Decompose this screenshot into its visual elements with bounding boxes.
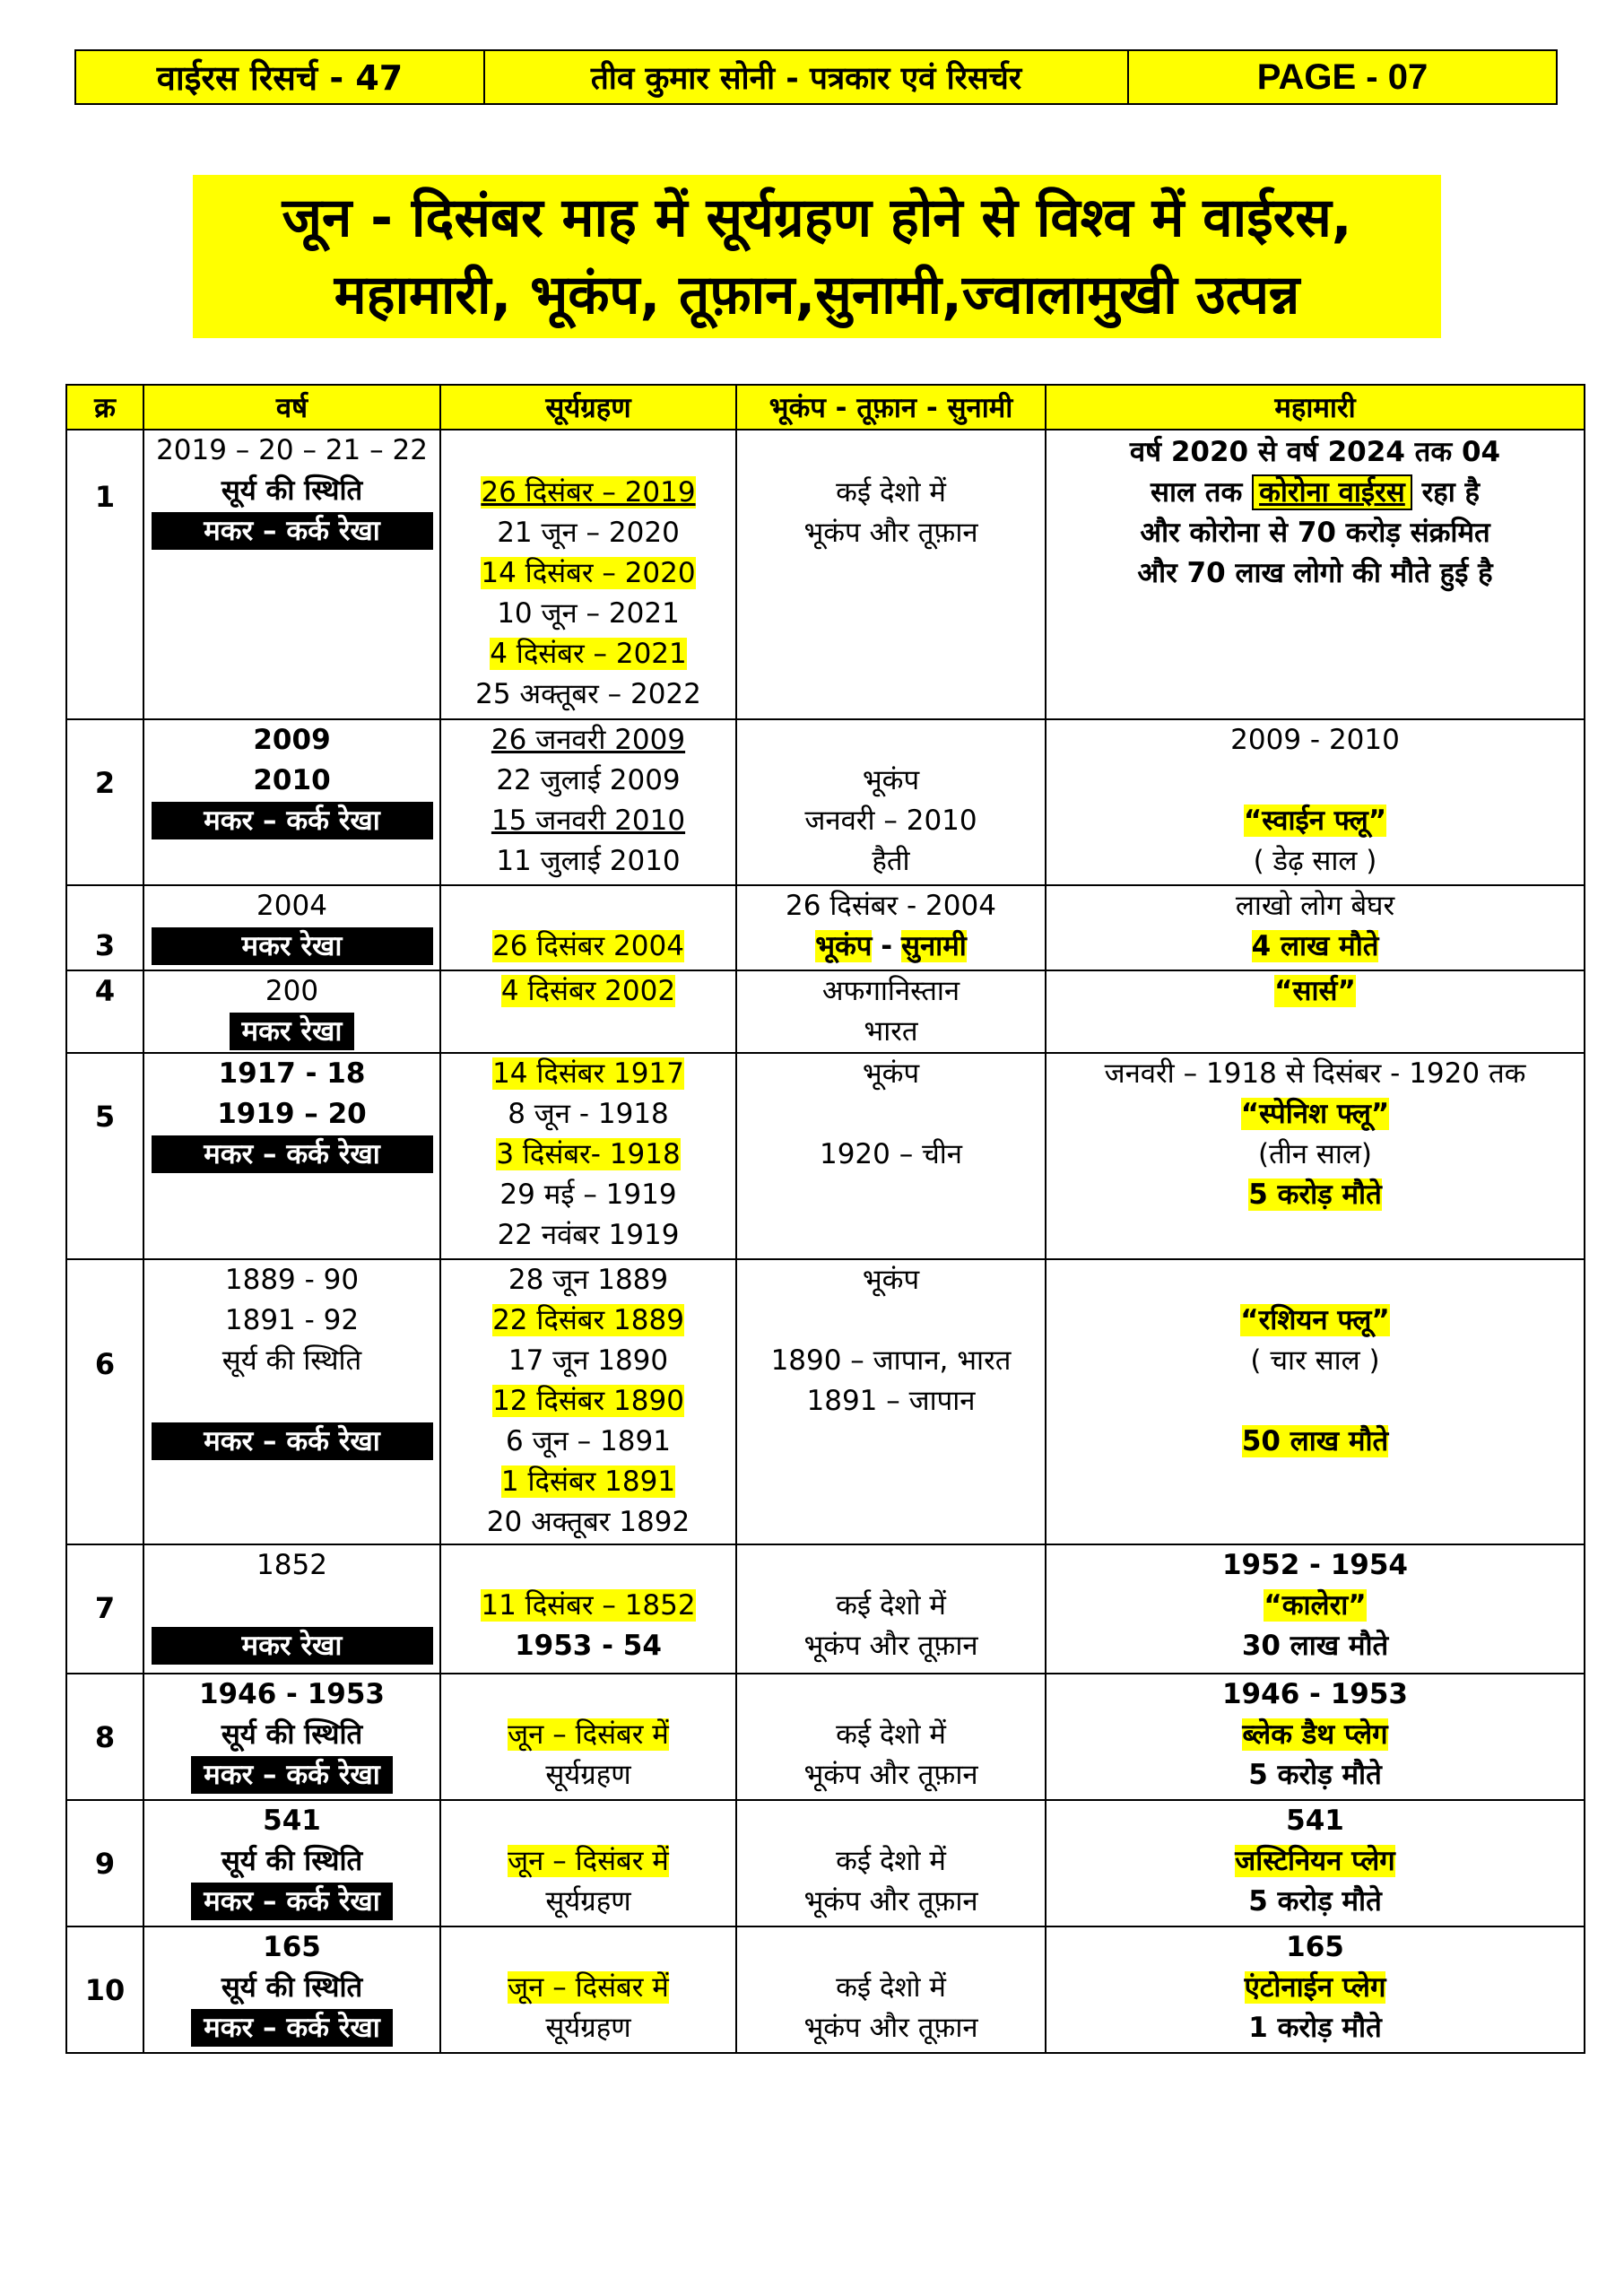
tropic-label: मकर रेखा — [230, 1013, 355, 1050]
row-number: 3 — [66, 885, 143, 970]
col-header-year: वर्ष — [143, 385, 440, 430]
epidemic-text: रहा है — [1421, 476, 1480, 509]
year-cell — [143, 1053, 440, 1259]
eclipse-date: 25 अक्तूबर – 2022 — [475, 678, 701, 710]
eclipse-date: 6 जून – 1891 — [506, 1425, 671, 1457]
epidemic-name: “स्वाईन फ्लू” — [1243, 804, 1387, 837]
epidemic-text: और 70 लाख लोगो की मौते हुई है — [1137, 557, 1493, 589]
death-toll: 5 करोड़ मौते — [1248, 1885, 1382, 1918]
page-title — [193, 175, 1441, 338]
header-bar — [74, 49, 1558, 105]
eclipse-date: 20 अक्तूबर 1892 — [486, 1506, 690, 1538]
table-header-row — [66, 385, 1585, 430]
epidemic-text: 165 — [1286, 1931, 1344, 1963]
eclipse-date: 12 दिसंबर 1890 — [492, 1385, 684, 1417]
death-toll: 4 लाख मौते — [1251, 930, 1379, 962]
eclipse-date: 26 दिसंबर 2004 — [492, 930, 684, 962]
quake-cell — [736, 885, 1046, 970]
tropic-label: मकर – कर्क रेखा — [191, 1756, 393, 1794]
title-line-1: जून - दिसंबर माह में सूर्यग्रहण होने से विश्व में वाईरस, — [282, 187, 1352, 249]
table-row — [66, 430, 1585, 719]
table-row — [66, 1544, 1585, 1674]
eclipse-date: 28 जून 1889 — [508, 1264, 669, 1296]
quake-cell — [736, 970, 1046, 1053]
eclipse-date: 4 दिसंबर – 2021 — [490, 638, 687, 670]
table-row — [66, 1800, 1585, 1926]
epidemic-name: जस्टिनियन प्लेग — [1235, 1845, 1395, 1877]
quake-text: जनवरी – 2010 — [804, 804, 977, 837]
year-cell — [143, 1544, 440, 1674]
eclipse-date: 21 जून – 2020 — [497, 517, 680, 549]
epidemic-text: ( चार साल ) — [1250, 1344, 1380, 1377]
table-row — [66, 1926, 1585, 2053]
table-row — [66, 885, 1585, 970]
epidemic-name: “रशियन फ्लू” — [1240, 1304, 1390, 1336]
eclipse-date: 15 जनवरी 2010 — [491, 804, 686, 837]
row-number: 4 — [66, 970, 143, 1053]
year-text: सूर्य की स्थिति — [221, 474, 363, 507]
year-cell — [143, 1674, 440, 1800]
eclipse-date: 10 जून – 2021 — [497, 597, 680, 630]
epidemic-name: एंटोनाईन प्लेग — [1244, 1971, 1386, 2004]
author-label: तीव कुमार सोनी - पत्रकार एवं रिसर्चर — [485, 51, 1129, 103]
epidemic-text: वर्ष 2020 से वर्ष 2024 तक 04 — [1129, 436, 1501, 468]
eclipse-text: जून – दिसंबर में — [508, 1718, 669, 1751]
epidemic-text: (तीन साल) — [1258, 1138, 1372, 1170]
eclipse-text: जून – दिसंबर में — [508, 1845, 669, 1877]
year-text: 2004 — [256, 890, 327, 922]
eclipse-text: जून – दिसंबर में — [508, 1971, 669, 2004]
eclipse-date: 22 जुलाई 2009 — [496, 764, 681, 796]
epidemic-name: ब्लेक डैथ प्लेग — [1242, 1718, 1388, 1751]
eclipse-text: सूर्यग्रहण — [545, 1885, 631, 1918]
quake-text: 26 दिसंबर - 2004 — [786, 890, 996, 922]
epidemic-text: जनवरी – 1918 से दिसंबर - 1920 तक — [1104, 1057, 1526, 1090]
table-row — [66, 970, 1585, 1053]
epidemic-name: “कालेरा” — [1264, 1589, 1367, 1622]
year-text: 541 — [263, 1805, 321, 1837]
epidemic-cell — [1046, 885, 1585, 970]
eclipse-date: 26 दिसंबर – 2019 — [481, 476, 696, 509]
epidemic-text: और कोरोना से 70 करोड़ संक्रमित — [1140, 517, 1490, 549]
year-text: 2010 — [253, 764, 331, 796]
year-text: 1852 — [256, 1549, 327, 1581]
table-row — [66, 1674, 1585, 1800]
eclipse-cell — [440, 1544, 736, 1674]
epidemic-cell — [1046, 1674, 1585, 1800]
eclipse-date: 11 दिसंबर – 1852 — [481, 1589, 696, 1622]
quake-text: अफगानिस्तान — [821, 975, 960, 1007]
epidemic-text: साल तक — [1150, 476, 1243, 509]
epidemic-cell — [1046, 1053, 1585, 1259]
tropic-label: मकर – कर्क रेखा — [152, 1135, 433, 1173]
quake-cell — [736, 1926, 1046, 2053]
year-text: 1889 - 90 — [224, 1264, 360, 1296]
quake-cell — [736, 1544, 1046, 1674]
year-cell — [143, 430, 440, 719]
quake-text: 1891 – जापान — [806, 1385, 976, 1417]
quake-text: भूकंप और तूफ़ान — [803, 1759, 978, 1791]
epidemic-cell — [1046, 1544, 1585, 1674]
tropic-label: मकर – कर्क रेखा — [152, 512, 433, 550]
quake-cell — [736, 1259, 1046, 1544]
row-number: 5 — [66, 1053, 143, 1259]
death-toll: 1 करोड़ मौते — [1248, 2012, 1382, 2044]
quake-text: भूकंप और तूफ़ान — [803, 1885, 978, 1918]
epidemic-cell — [1046, 1800, 1585, 1926]
table-row — [66, 719, 1585, 885]
eclipse-text: सूर्यग्रहण — [545, 2012, 631, 2044]
eclipse-date: 29 मई – 1919 — [499, 1178, 677, 1211]
eclipse-date: 8 जून - 1918 — [508, 1098, 669, 1130]
corona-highlight: कोरोना वाईरस — [1252, 474, 1412, 510]
quake-cell — [736, 719, 1046, 885]
eclipse-date: 4 दिसंबर 2002 — [500, 975, 676, 1007]
epidemic-text: ( डेढ़ साल ) — [1253, 845, 1377, 877]
row-number: 8 — [66, 1674, 143, 1800]
quake-text: कई देशो में — [836, 1589, 946, 1622]
quake-text: 1920 – चीन — [819, 1138, 963, 1170]
quake-cell — [736, 430, 1046, 719]
death-toll: 5 करोड़ मौते — [1248, 1759, 1382, 1791]
eclipse-date: 17 जून 1890 — [508, 1344, 669, 1377]
eclipse-cell — [440, 1674, 736, 1800]
eclipse-cell — [440, 719, 736, 885]
death-toll: 50 लाख मौते — [1241, 1425, 1389, 1457]
year-text: 1919 – 20 — [217, 1098, 367, 1130]
quake-text: भूकंप — [862, 1264, 920, 1296]
year-cell — [143, 1800, 440, 1926]
quake-cell — [736, 1800, 1046, 1926]
tropic-label: मकर – कर्क रेखा — [191, 2009, 393, 2047]
quake-text: कई देशो में — [836, 476, 946, 509]
quake-text: कई देशो में — [836, 1971, 946, 2004]
year-cell — [143, 719, 440, 885]
tropic-label: मकर रेखा — [152, 1627, 433, 1665]
eclipse-cell — [440, 970, 736, 1053]
quake-text: भूकंप और तूफ़ान — [803, 517, 978, 549]
year-cell — [143, 885, 440, 970]
row-number: 1 — [66, 430, 143, 719]
eclipse-date: 22 नवंबर 1919 — [497, 1219, 680, 1251]
year-text: 1891 - 92 — [224, 1304, 360, 1336]
quake-separator: - — [881, 930, 893, 962]
eclipse-table — [65, 384, 1585, 2054]
epidemic-cell — [1046, 430, 1585, 719]
quake-text: भूकंप — [862, 764, 920, 796]
quake-text: सुनामी — [901, 930, 967, 962]
quake-cell — [736, 1674, 1046, 1800]
eclipse-date: 14 दिसंबर 1917 — [492, 1057, 684, 1090]
row-number: 10 — [66, 1926, 143, 2053]
year-text: सूर्य की स्थिति — [221, 1971, 363, 2004]
quake-text: कई देशो में — [836, 1845, 946, 1877]
year-text: सूर्य की स्थिति — [221, 1845, 363, 1877]
quake-text: 1890 – जापान, भारत — [770, 1344, 1012, 1377]
year-text: सूर्य की स्थिति — [221, 1344, 362, 1377]
tropic-label: मकर रेखा — [152, 927, 433, 965]
quake-text: कई देशो में — [836, 1718, 946, 1751]
epidemic-cell — [1046, 970, 1585, 1053]
year-cell — [143, 970, 440, 1053]
year-cell — [143, 1926, 440, 2053]
tropic-label: मकर – कर्क रेखा — [152, 1422, 433, 1460]
quake-text: भूकंप और तूफ़ान — [803, 2012, 978, 2044]
quake-text: हैती — [872, 845, 910, 877]
tropic-label: मकर – कर्क रेखा — [191, 1883, 393, 1920]
quake-text: भूकंप और तूफ़ान — [803, 1630, 978, 1662]
eclipse-date: 14 दिसंबर – 2020 — [481, 557, 696, 589]
eclipse-date: 22 दिसंबर 1889 — [492, 1304, 684, 1336]
row-number: 6 — [66, 1259, 143, 1544]
row-number: 9 — [66, 1800, 143, 1926]
eclipse-cell — [440, 430, 736, 719]
table-row — [66, 1053, 1585, 1259]
death-toll: 5 करोड़ मौते — [1248, 1178, 1382, 1211]
epidemic-cell — [1046, 1926, 1585, 2053]
tropic-label: मकर – कर्क रेखा — [152, 802, 433, 839]
epidemic-text: 1952 - 1954 — [1221, 1549, 1408, 1581]
year-text: 2009 — [253, 724, 331, 756]
quake-text: भारत — [864, 1015, 918, 1048]
row-number: 7 — [66, 1544, 143, 1674]
eclipse-cell — [440, 1800, 736, 1926]
epidemic-text: 1946 - 1953 — [1221, 1678, 1408, 1710]
year-text: 2019 – 20 – 21 – 22 — [156, 434, 428, 466]
epidemic-text: 2009 - 2010 — [1230, 724, 1400, 756]
eclipse-cell — [440, 1926, 736, 2053]
eclipse-cell — [440, 1259, 736, 1544]
quake-cell — [736, 1053, 1046, 1259]
eclipse-text: सूर्यग्रहण — [545, 1759, 631, 1791]
death-toll: 30 लाख मौते — [1241, 1630, 1389, 1662]
eclipse-date: 1953 - 54 — [515, 1630, 662, 1662]
epidemic-cell — [1046, 719, 1585, 885]
eclipse-cell — [440, 885, 736, 970]
epidemic-name: “सार्स” — [1274, 975, 1356, 1007]
col-header-num: क्र — [66, 385, 143, 430]
epidemic-cell — [1046, 1259, 1585, 1544]
col-header-quake: भूकंप - तूफ़ान - सुनामी — [736, 385, 1046, 430]
eclipse-date: 1 दिसंबर 1891 — [500, 1465, 676, 1498]
epidemic-text: 541 — [1286, 1805, 1344, 1837]
year-cell — [143, 1259, 440, 1544]
year-text: 1917 - 18 — [218, 1057, 366, 1090]
eclipse-date: 26 जनवरी 2009 — [491, 724, 686, 756]
year-text: सूर्य की स्थिति — [221, 1718, 363, 1751]
title-line-2: महामारी, भूकंप, तूफ़ान,सुनामी,ज्वालामुखी उत्पन्न — [334, 264, 1300, 326]
quake-text: भूकंप — [815, 930, 873, 962]
eclipse-date: 11 जुलाई 2010 — [496, 845, 681, 877]
year-text: 1946 - 1953 — [198, 1678, 385, 1710]
year-text: 200 — [265, 975, 319, 1007]
row-number: 2 — [66, 719, 143, 885]
eclipse-cell — [440, 1053, 736, 1259]
series-label: वाईरस रिसर्च - 47 — [76, 51, 485, 103]
eclipse-date: 3 दिसंबर- 1918 — [496, 1138, 681, 1170]
quake-text: भूकंप — [862, 1057, 920, 1090]
col-header-eclipse: सूर्यग्रहण — [440, 385, 736, 430]
table-row — [66, 1259, 1585, 1544]
page-number: PAGE - 07 — [1256, 57, 1429, 97]
col-header-epidemic: महामारी — [1046, 385, 1585, 430]
epidemic-name: “स्पेनिश फ्लू” — [1240, 1098, 1390, 1130]
epidemic-text: लाखो लोग बेघर — [1235, 890, 1395, 922]
year-text: 165 — [263, 1931, 321, 1963]
